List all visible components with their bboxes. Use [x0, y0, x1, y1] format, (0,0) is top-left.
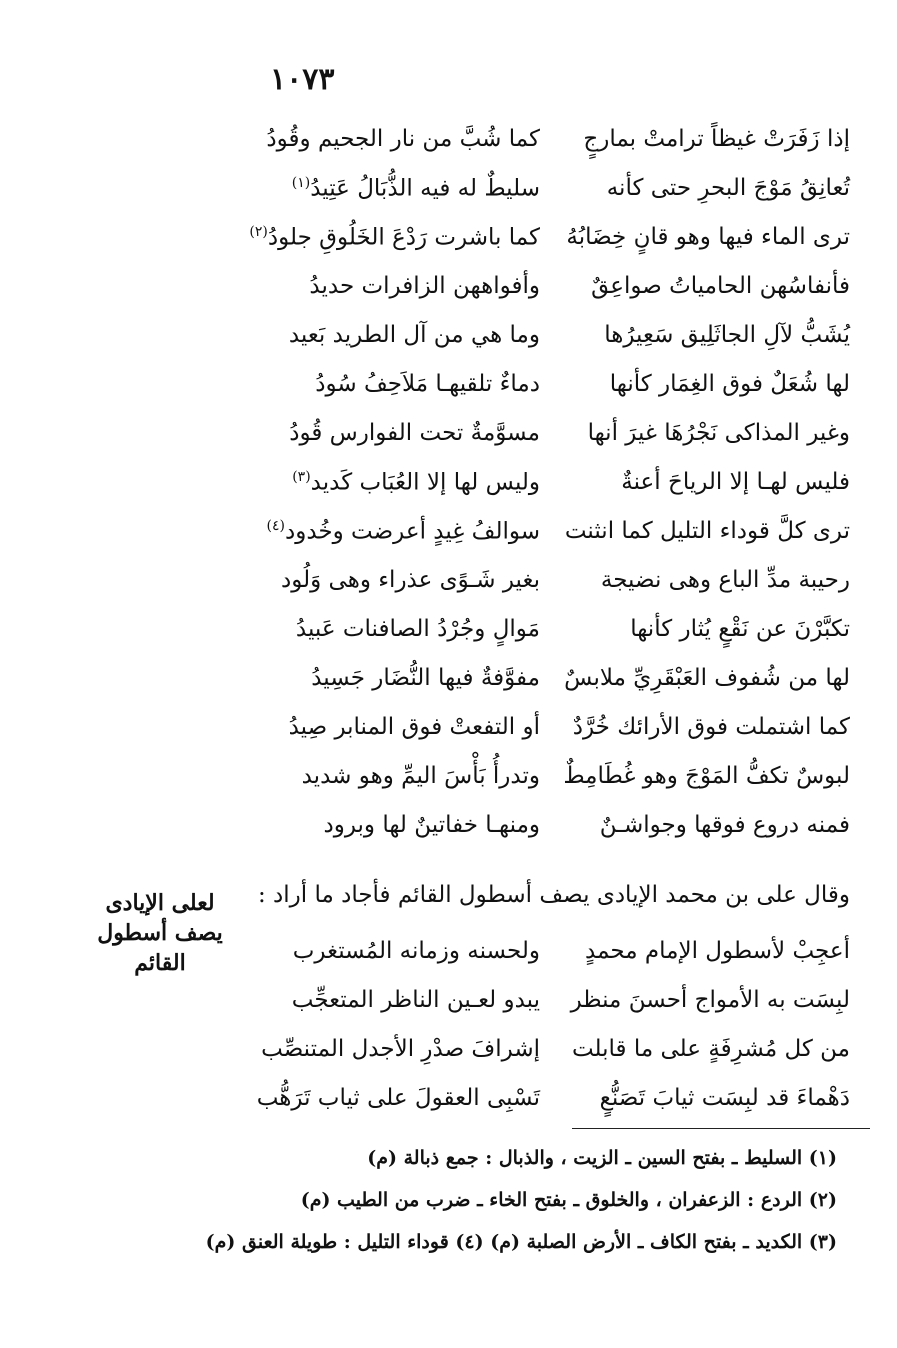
verse-second-text: إشرافَ صدْرِ الأجدل المتنصِّب	[261, 1036, 540, 1062]
verse-first-hemistich: لها شُعَلٌ فوق الغِمَار كأنها	[609, 371, 850, 397]
verse-second-hemistich	[250, 322, 540, 348]
verse-line	[250, 412, 850, 461]
verse-second-text: تَسْبِى العقولَ على ثياب تَرَهُّب	[256, 1085, 540, 1111]
verse-second-text: وما هي من آل الطريد بَعيد	[288, 322, 540, 348]
poem-section-1	[250, 118, 850, 853]
margin-note	[95, 888, 225, 978]
verse-second-text: أو التفعتْ فوق المنابر صِيدُ	[288, 714, 540, 740]
verse-second-text: كما باشرت رَدْعَ الخَلُوقِ جلودُ	[267, 224, 540, 251]
footnote-2: (٢) الردع : الزعفران ، والخلوق ـ بفتح الخاء ـ ضرب من الطيب (م)	[300, 1189, 837, 1211]
verse-second-text: كما شُبَّ من نار الجحيم وقُودُ	[266, 126, 540, 152]
verse-first-hemistich: لها من شُفوف العَبْقَرِيِّ ملابسٌ	[564, 665, 850, 691]
verse-line	[250, 265, 850, 314]
verse-first-hemistich: كما اشتملت فوق الأرائك خُرَّدٌ	[572, 714, 850, 740]
verse-first-hemistich: لبِسَت به الأمواج أحسنَ منظر	[570, 987, 850, 1013]
page-number: ١٠٧٣	[270, 62, 335, 97]
verse-first-hemistich: تُعانِقُ مَوْجَ البحرِ حتى كأنه	[606, 175, 850, 201]
verse-line	[250, 363, 850, 412]
verse-line	[250, 167, 850, 216]
verse-second-hemistich	[250, 987, 540, 1013]
poem-section-2	[250, 930, 850, 1126]
verse-first-hemistich: رحيبة مدِّ الباع وهى نضيجة	[600, 567, 850, 593]
verse-second-hemistich	[250, 273, 540, 299]
verse-second-text: وتدرأُ بَأْسَ اليمِّ وهو شديد	[301, 763, 540, 789]
verse-second-hemistich	[250, 420, 540, 446]
verse-second-text: سليطٌ له فيه الذُّبَالُ عَتِيدُ	[310, 175, 540, 202]
verse-second-hemistich	[250, 371, 540, 397]
verse-second-hemistich	[250, 938, 540, 964]
verse-second-text: بغير شَـوًى عذراء وهى وَلُود	[280, 567, 540, 593]
verse-second-text: وليس لها إلا العُبَاب كَديد	[310, 469, 540, 496]
verse-line	[250, 755, 850, 804]
verse-second-hemistich	[250, 812, 540, 838]
footnote-divider	[572, 1128, 870, 1129]
verse-second-hemistich	[250, 224, 540, 251]
verse-first-hemistich: أعجِبْ لأسطول الإمام محمدٍ	[585, 938, 850, 964]
verse-second-text: وأفواههن الزافرات حديدُ	[309, 273, 540, 299]
verse-second-hemistich	[250, 175, 540, 202]
verse-line	[250, 461, 850, 510]
margin-note-line: القائم	[134, 950, 186, 976]
verse-line	[250, 1028, 850, 1077]
verse-line	[250, 216, 850, 265]
verse-first-hemistich: ترى الماء فيها وهو قانٍ خِضَابُهُ	[566, 224, 850, 250]
verse-line	[250, 657, 850, 706]
margin-note-line: يصف أسطول	[97, 920, 223, 946]
margin-note-line: لعلى الإيادى	[105, 890, 215, 916]
verse-line	[250, 510, 850, 559]
verse-line	[250, 559, 850, 608]
footnote-3: (٣) الكديد ـ بفتح الكاف ـ الأرض الصلبة (م) (٤) قوداء التليل : طويلة العنق (م)	[205, 1231, 837, 1253]
verse-second-text: يبدو لعـين الناظر المتعجِّب	[291, 987, 540, 1013]
verse-second-text: مَوالٍ وجُرْدُ الصافنات عَبيدُ	[295, 616, 540, 642]
verse-second-text: مسوَّمةٌ تحت الفوارس قُودُ	[289, 420, 540, 446]
footnote-reference: (٤)	[266, 518, 285, 534]
verse-second-text: دماءٌ تلقيهـا مَلاَحِفُ سُودُ	[315, 371, 540, 397]
verse-first-hemistich: وغير المذاكى نَجْرُهَا غيرَ أنها	[587, 420, 850, 446]
verse-line	[250, 930, 850, 979]
verse-line	[250, 706, 850, 755]
verse-line	[250, 314, 850, 363]
verse-first-hemistich: إذا زَفَرَتْ غيظاً ترامتْ بمارجٍ	[583, 126, 850, 152]
footnote-reference: (١)	[291, 175, 311, 191]
verse-first-hemistich: ترى كلَّ قوداء التليل كما انثنت	[564, 518, 850, 544]
prose-introduction: وقال على بن محمد الإيادى يصف أسطول القائم فأجاد ما أراد :	[257, 882, 850, 908]
footnote-1: (١) السليط ـ بفتح السين ـ الزيت ، والذبال : جمع ذبالة (م)	[367, 1147, 837, 1169]
verse-second-hemistich	[250, 616, 540, 642]
verse-first-hemistich: لبوسٌ تكفُّ المَوْجَ وهو غُطَامِطٌ	[563, 763, 850, 789]
footnotes	[205, 1140, 837, 1266]
verse-second-text: ومنهـا خفاتينٌ لها وبرود	[323, 812, 540, 838]
footnote-reference: (٢)	[249, 224, 268, 240]
verse-line	[250, 118, 850, 167]
verse-line	[250, 608, 850, 657]
verse-second-hemistich	[250, 763, 540, 789]
verse-second-text: مفوَّفةٌ فيها النُّضَار جَسِيدُ	[311, 665, 540, 691]
verse-second-hemistich	[250, 518, 540, 545]
verse-second-hemistich	[250, 1085, 540, 1111]
verse-line	[250, 979, 850, 1028]
verse-second-text: ولحسنه وزمانه المُستغرب	[292, 938, 540, 964]
verse-second-hemistich	[250, 567, 540, 593]
verse-first-hemistich: يُشَبُّ لآلِ الجاثَلِيق سَعِيرُها	[604, 322, 850, 348]
verse-first-hemistich: فليس لهـا إلا الرياحَ أعنةٌ	[621, 469, 850, 495]
verse-first-hemistich: فمنه دروع فوقها وجواشـنٌ	[599, 812, 850, 838]
verse-first-hemistich: تكبَّرْنَ عن نَقْعٍ يُثار كأنها	[630, 616, 850, 642]
verse-second-hemistich	[250, 469, 540, 496]
verse-second-text: سوالفُ غِيدٍ أعرضت وخُدود	[285, 518, 540, 545]
verse-line	[250, 804, 850, 853]
verse-line	[250, 1077, 850, 1126]
verse-second-hemistich	[250, 714, 540, 740]
verse-second-hemistich	[250, 126, 540, 152]
verse-second-hemistich	[250, 1036, 540, 1062]
verse-second-hemistich	[250, 665, 540, 691]
verse-first-hemistich: دَهْماءَ قد لبِسَت ثيابَ تَصَنُّعٍ	[599, 1085, 850, 1111]
verse-first-hemistich: فأنفاسُهن الحامياتُ صواعِقٌ	[591, 273, 850, 299]
verse-first-hemistich: من كل مُشرِفَةٍ على ما قابلت	[571, 1036, 850, 1062]
footnote-reference: (٣)	[292, 469, 311, 485]
